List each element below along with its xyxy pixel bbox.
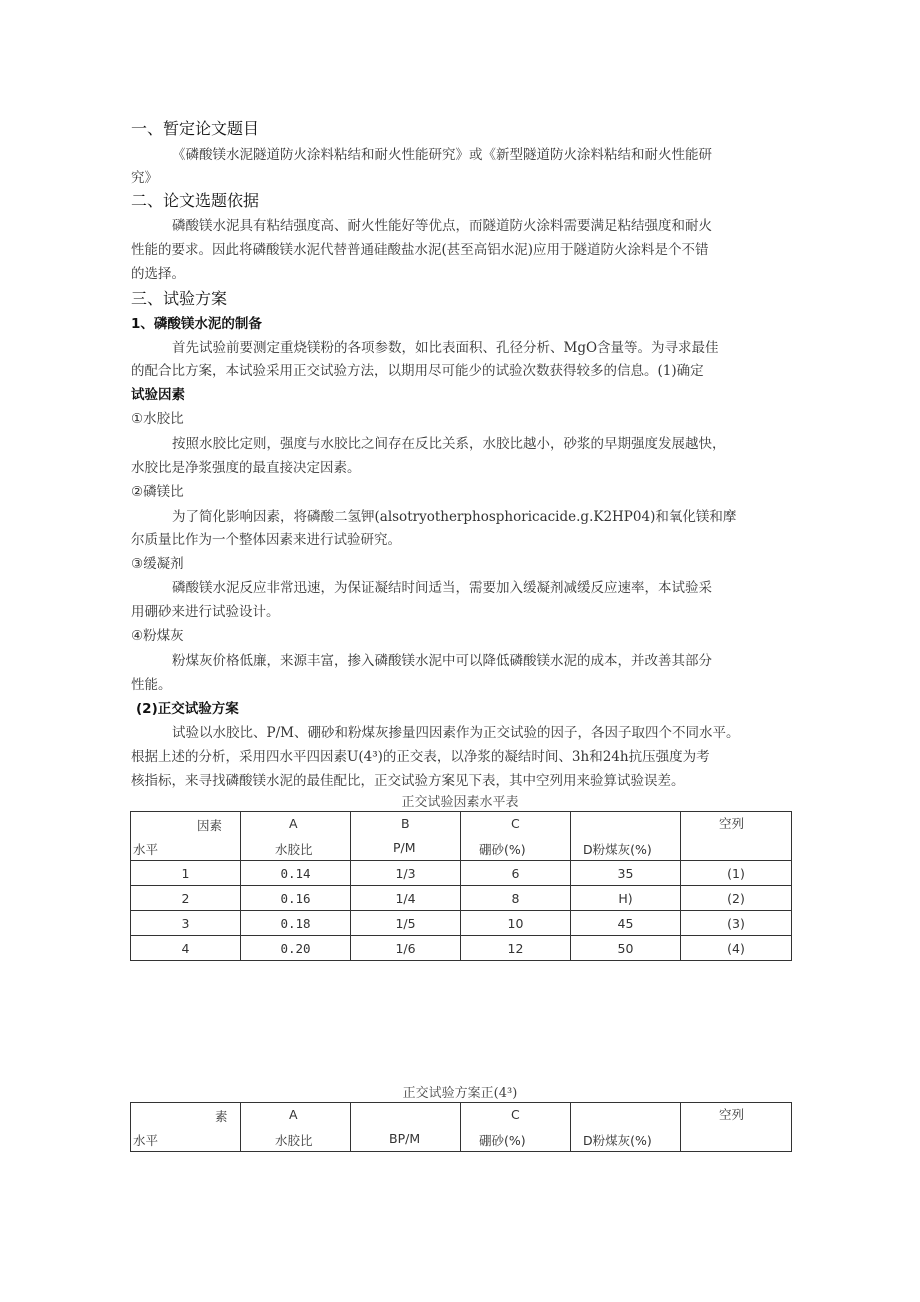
header-top-label: B [401, 816, 410, 831]
paragraph-line: 性能。 [131, 677, 172, 693]
paragraph-line: 粉煤灰价格低廉，来源丰富，掺入磷酸镁水泥中可以降低磷酸镁水泥的成本，并改善其部分 [172, 653, 712, 669]
table-cell: 1/6 [351, 936, 461, 961]
header-top-label: 空列 [719, 1107, 745, 1122]
section-title-experiment-plan: 三、试验方案 [131, 289, 228, 308]
table-cell: 6 [461, 861, 571, 886]
header-top-label: A [289, 1107, 298, 1122]
header-cell [351, 1103, 461, 1152]
header-cell [571, 1103, 681, 1152]
header-bottom-label: BP/M [389, 1131, 421, 1146]
paragraph-line: 性能的要求。因此将磷酸镁水泥代替普通硅酸盐水泥(甚至高铝水泥)应用于隧道防火涂料是个不错 [131, 242, 709, 258]
table-header-row [131, 812, 792, 861]
table-cell: 4 [131, 936, 241, 961]
table-cell: 12 [461, 936, 571, 961]
subsection-title-preparation: 1、磷酸镁水泥的制备 [131, 316, 262, 332]
paragraph-line: 《磷酸镁水泥隧道防火涂料粘结和耐火性能研究》或《新型隧道防火涂料粘结和耐火性能研 [172, 147, 712, 163]
header-cell [461, 1103, 571, 1152]
table-cell: 1/5 [351, 911, 461, 936]
table1-caption: 正交试验因素水平表 [401, 795, 519, 810]
paragraph-line: 尔质量比作为一个整体因素来进行试验研究。 [131, 532, 401, 548]
table-cell: (3) [681, 911, 792, 936]
paragraph-line: 究》 [131, 170, 158, 186]
subsection-title-orthogonal: (2)正交试验方案 [136, 701, 239, 717]
header-cell [461, 812, 571, 861]
table-header-row [131, 1103, 792, 1152]
table-cell: 0.14 [241, 861, 351, 886]
table-cell: 0.20 [241, 936, 351, 961]
header-cell [571, 812, 681, 861]
header-corner-cell [131, 1103, 241, 1152]
paragraph-line: 试验以水胶比、P/M、硼砂和粉煤灰掺量四因素作为正交试验的因子，各因子取四个不同水平。 [172, 725, 740, 741]
table-cell: 3 [131, 911, 241, 936]
table-row [131, 861, 792, 886]
header-bottom-label: P/M [393, 840, 416, 855]
header-bottom-label: 硼砂(%) [479, 842, 526, 857]
paragraph-line: 首先试验前要测定重烧镁粉的各项参数，如比表面积、孔径分析、MgO含量等。为寻求最佳 [172, 340, 719, 356]
paragraph-line: 磷酸镁水泥具有粘结强度高、耐火性能好等优点，而隧道防火涂料需要满足粘结强度和耐火 [172, 218, 712, 234]
header-cell [681, 812, 792, 861]
table-cell: (2) [681, 886, 792, 911]
paragraph-line: 核指标，来寻找磷酸镁水泥的最佳配比，正交试验方案见下表，其中空列用来验算试验误差。 [131, 773, 685, 789]
paragraph-line: 的选择。 [131, 266, 185, 282]
paragraph-line: 的配合比方案，本试验采用正交试验方法，以期用尽可能少的试验次数获得较多的信息。(1)确定 [131, 363, 704, 379]
paragraph-line: 水胶比是净浆强度的最直接决定因素。 [131, 460, 361, 476]
table-cell: 2 [131, 886, 241, 911]
table-cell: (4) [681, 936, 792, 961]
table-cell: 0.16 [241, 886, 351, 911]
table-cell: 50 [571, 936, 681, 961]
header-cell [681, 1103, 792, 1152]
factor-title: ①水胶比 [131, 411, 184, 427]
header-cell [351, 812, 461, 861]
factor-title: ④粉煤灰 [131, 628, 184, 644]
table-cell: 8 [461, 886, 571, 911]
paragraph-bold-phrase: 试验因素 [131, 387, 185, 403]
header-top-label: C [511, 1107, 520, 1122]
table-cell: H) [571, 886, 681, 911]
paragraph-line: 根据上述的分析，采用四水平四因素U(4³)的正交表，以净浆的凝结时间、3h和24h抗压强度为考 [131, 749, 710, 765]
table-cell: 1/4 [351, 886, 461, 911]
table-row [131, 886, 792, 911]
paragraph-line: 按照水胶比定则，强度与水胶比之间存在反比关系，水胶比越小，砂浆的早期强度发展越快， [172, 436, 726, 452]
header-top-label: A [289, 816, 298, 831]
corner-top-label: 因素 [197, 818, 223, 833]
table-cell: (1) [681, 861, 792, 886]
paragraph-line: 为了简化影响因素，将磷酸二氢钾(alsotryotherphosphoricacide.g.K2HP04)和氧化镁和摩 [172, 509, 737, 525]
table-row [131, 911, 792, 936]
orthogonal-plan-table [130, 1102, 792, 1152]
table-cell: 1/3 [351, 861, 461, 886]
factor-level-table [130, 811, 792, 961]
section-title-basis: 二、论文选题依据 [131, 191, 260, 210]
header-top-label: C [511, 816, 520, 831]
header-bottom-label: 水胶比 [275, 842, 313, 857]
corner-bottom-label: 水平 [133, 1133, 159, 1148]
table2-caption: 正交试验方案正(4³) [402, 1086, 518, 1101]
header-cell [241, 812, 351, 861]
table-cell: 1 [131, 861, 241, 886]
header-bottom-label: D粉煤灰(%) [583, 842, 652, 857]
section-title-thesis-topic: 一、暂定论文题目 [131, 119, 260, 138]
table-cell: 0.18 [241, 911, 351, 936]
corner-top-label: 素 [215, 1109, 228, 1124]
table-cell: 45 [571, 911, 681, 936]
table-cell: 10 [461, 911, 571, 936]
factor-title: ③缓凝剂 [131, 556, 184, 572]
table-row [131, 936, 792, 961]
factor-title: ②磷镁比 [131, 484, 184, 500]
header-bottom-label: 硼砂(%) [479, 1133, 526, 1148]
table-cell: 35 [571, 861, 681, 886]
header-corner-cell [131, 812, 241, 861]
header-cell [241, 1103, 351, 1152]
corner-bottom-label: 水平 [133, 842, 159, 857]
header-bottom-label: 水胶比 [275, 1133, 313, 1148]
paragraph-line: 磷酸镁水泥反应非常迅速，为保证凝结时间适当，需要加入缓凝剂减缓反应速率，本试验采 [172, 580, 712, 596]
header-bottom-label: D粉煤灰(%) [583, 1133, 652, 1148]
header-top-label: 空列 [719, 816, 745, 831]
paragraph-line: 用硼砂来进行试验设计。 [131, 604, 280, 620]
